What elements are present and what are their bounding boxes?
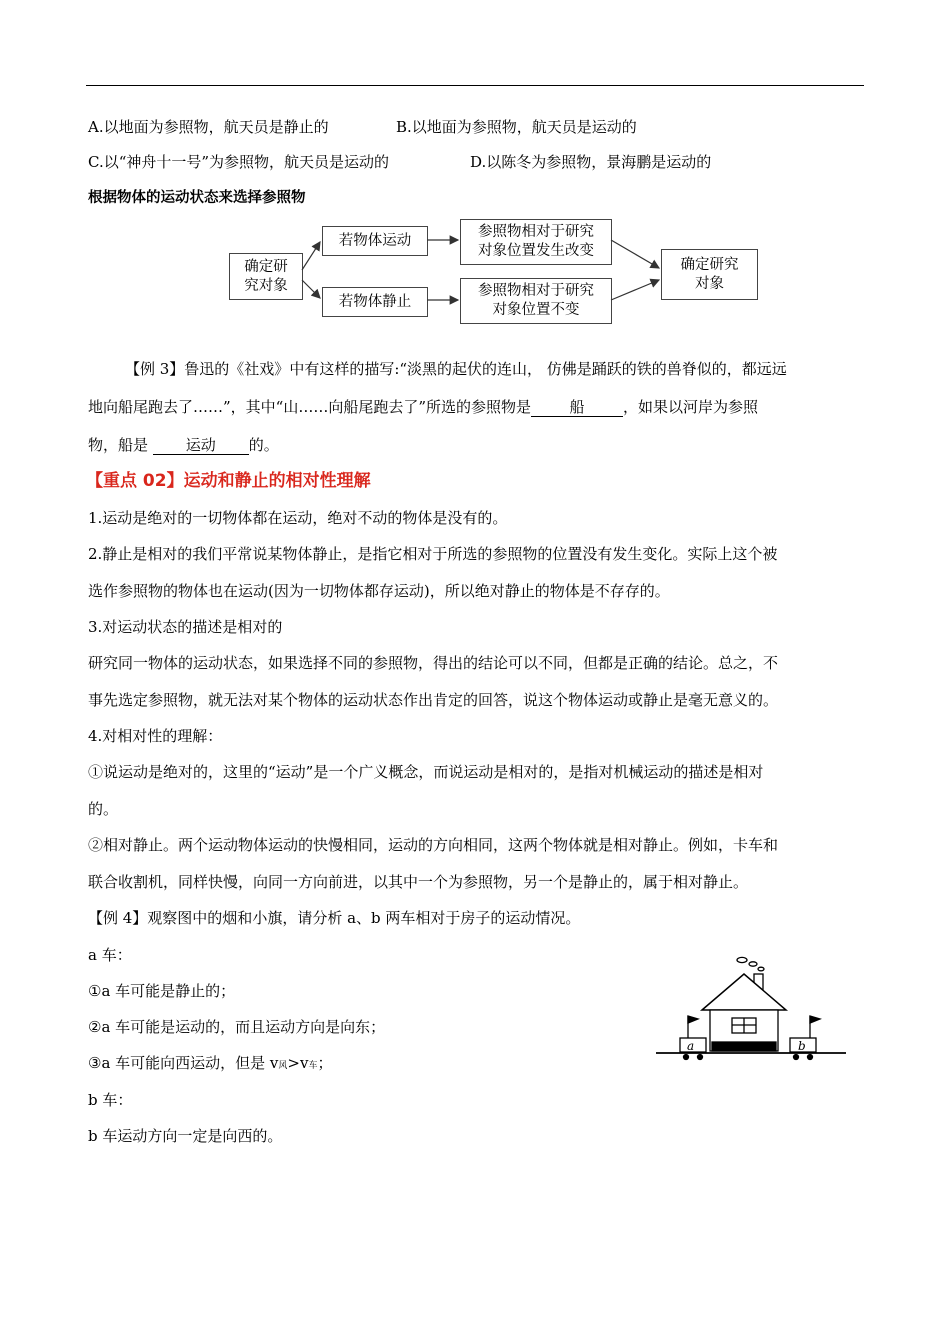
example3-line1: 【例 3】鲁迅的《社戏》中有这样的描写:“淡黑的起伏的连山， 仿佛是踊跃的铁的兽脊似的，都远远 — [125, 360, 787, 378]
flag-a — [688, 1016, 698, 1023]
flow-still-box: 若物体静止 — [322, 287, 428, 317]
option-c: C.以“神舟十一号”为参照物，航天员是运动的 — [88, 153, 390, 171]
example4-b1: b 车运动方向一定是向西的。 — [88, 1127, 283, 1145]
flow-heading: 根据物体的运动状态来选择参照物 — [88, 190, 306, 206]
example4-b-head: b 车： — [88, 1091, 133, 1109]
smoke-puff — [737, 957, 747, 962]
smoke-puff — [758, 967, 764, 971]
section-p2a: 2.静止是相对的我们平常说某物体静止，是指它相对于所选的参照物的位置没有发生变化。实际上这个被 — [88, 545, 778, 563]
flow-moving-result-box: 参照物相对于研究 对象位置发生改变 — [460, 219, 612, 265]
smoke-puff — [749, 962, 757, 966]
option-a: A.以地面为参照物，航天员是静止的 — [88, 118, 329, 136]
example4-a2: ②a 车可能是运动的，而且运动方向是向东； — [88, 1018, 386, 1036]
section-p7b: 联合收割机，同样快慢，向同一方向前进，以其中一个为参照物，另一个是静止的，属于相对静止。 — [88, 873, 749, 891]
flow-still-result-box: 参照物相对于研究 对象位置不变 — [460, 278, 612, 324]
example3-answer1: 船 — [531, 398, 623, 417]
section-p4b: 事先选定参照物，就无法对某个物体的运动状态作出肯定的回答，说这个物体运动或静止是毫无意义的。 — [88, 691, 779, 709]
example4-title: 【例 4】观察图中的烟和小旗，请分析 a、b 两车相对于房子的运动情况。 — [88, 909, 581, 927]
section-p3: 3.对运动状态的描述是相对的 — [88, 618, 283, 636]
example3-line2: 地向船尾跑去了……”，其中“山……向船尾跑去了”所选的参照物是 船 ，如果以河岸为参照 — [88, 398, 759, 416]
flow-end-box: 确定研究 对象 — [661, 249, 758, 300]
example4-a3: ③a 车可能向西运动，但是 v风>v车； — [88, 1054, 333, 1072]
flow-arrows — [0, 0, 950, 400]
section-p2b: 选作参照物的物体也在运动(因为一切物体都存运动)，所以绝对静止的物体是不存存的。 — [88, 582, 670, 600]
car-b-label: b — [798, 1039, 806, 1053]
arrow-moving-result-to-end — [611, 240, 659, 268]
option-b: B.以地面为参照物，航天员是运动的 — [396, 118, 637, 136]
house-base — [712, 1042, 776, 1051]
arrow-start-to-still — [302, 280, 320, 298]
section-p1: 1.运动是绝对的一切物体都在运动，绝对不动的物体是没有的。 — [88, 509, 508, 527]
car-a-label: a — [687, 1039, 695, 1053]
option-d: D.以陈冬为参照物，景海鹏是运动的 — [470, 153, 712, 171]
section-p6a: ①说运动是绝对的，这里的“运动”是一个广义概念，而说运动是相对的，是指对机械运动的描述是相对 — [88, 763, 764, 781]
section-p4a: 研究同一物体的运动状态，如果选择不同的参照物，得出的结论可以不同，但都是正确的结论。总之，不 — [88, 654, 779, 672]
flow-start-box: 确定研 究对象 — [229, 253, 303, 300]
example3-line3: 物，船是 运动 的。 — [88, 436, 279, 454]
example4-a-head: a 车： — [88, 946, 132, 964]
house-figure — [650, 952, 850, 1074]
example3-answer2: 运动 — [153, 436, 249, 455]
section-title: 【重点 02】运动和静止的相对性理解 — [86, 471, 371, 491]
section-p6b: 的。 — [88, 800, 119, 818]
arrow-still-result-to-end — [611, 280, 659, 300]
roof — [702, 974, 786, 1010]
flag-b — [810, 1016, 820, 1023]
flow-moving-box: 若物体运动 — [322, 226, 428, 256]
section-p7a: ②相对静止。两个运动物体运动的快慢相同，运动的方向相同，这两个物体就是相对静止。例如，卡车和 — [88, 836, 779, 854]
arrow-start-to-moving — [302, 242, 320, 270]
example4-a1: ①a 车可能是静止的； — [88, 982, 236, 1000]
section-p5: 4.对相对性的理解： — [88, 727, 223, 745]
